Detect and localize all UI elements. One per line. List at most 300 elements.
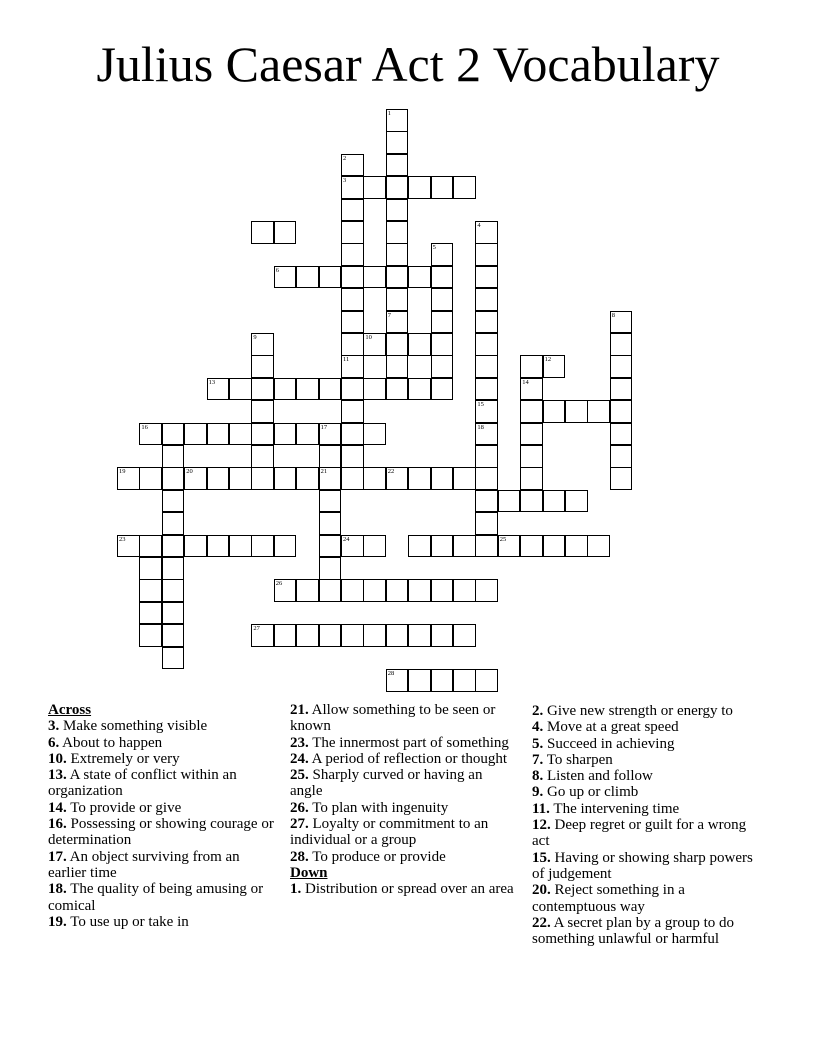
grid-cell[interactable] — [386, 355, 409, 378]
clue-number: 20. — [532, 882, 551, 899]
clue-text: To use up or take in — [66, 913, 189, 930]
grid-cell[interactable] — [408, 579, 431, 602]
grid-cell[interactable] — [610, 445, 633, 468]
clue-number: 28 — [387, 670, 395, 677]
grid-cell[interactable] — [251, 624, 274, 647]
grid-cell[interactable] — [229, 378, 252, 401]
clue-number: 3 — [343, 177, 347, 185]
grid-cell[interactable] — [251, 445, 274, 468]
clue-number: 19. — [48, 913, 67, 930]
grid-cell[interactable] — [139, 579, 162, 602]
clue-number: 25 — [499, 535, 507, 543]
grid-cell[interactable] — [341, 243, 364, 266]
grid-cell[interactable] — [453, 535, 476, 558]
clue — [290, 800, 518, 816]
grid-cell[interactable] — [139, 602, 162, 625]
clue-number: 16 — [141, 423, 148, 431]
grid-cell[interactable] — [162, 602, 185, 625]
clue — [290, 702, 518, 735]
clue — [532, 752, 760, 768]
clue-number: 2. — [532, 703, 544, 719]
clue-number: 5 — [432, 244, 436, 252]
grid-cell[interactable] — [453, 467, 476, 490]
grid-cell[interactable] — [431, 378, 454, 401]
grid-cell[interactable] — [139, 557, 162, 580]
grid-cell[interactable] — [274, 266, 297, 289]
grid-cell[interactable] — [319, 512, 342, 535]
grid-cell[interactable] — [431, 579, 454, 602]
grid-cell[interactable] — [431, 624, 454, 647]
grid-cell[interactable] — [363, 176, 386, 199]
grid-cell[interactable] — [274, 423, 297, 446]
clue-number: 9 — [253, 334, 257, 341]
clue-number: 23 — [119, 535, 126, 543]
clue-number: 8. — [532, 768, 544, 785]
grid-cell[interactable] — [408, 378, 431, 401]
grid-cell[interactable] — [363, 423, 386, 446]
grid-cell[interactable] — [587, 400, 610, 423]
grid-cell[interactable] — [319, 490, 342, 513]
clue — [48, 767, 276, 800]
clues-column-2 — [290, 702, 518, 898]
grid-cell[interactable] — [386, 579, 409, 602]
grid-cell[interactable] — [386, 624, 409, 647]
grid-cell[interactable] — [475, 467, 498, 490]
grid-cell[interactable] — [408, 467, 431, 490]
clue-text: Succeed in achieving — [543, 735, 675, 752]
grid-cell[interactable] — [610, 423, 633, 446]
grid-cell[interactable] — [207, 423, 230, 446]
clue-text: Having or showing sharp powers of judgement — [532, 849, 753, 882]
grid-cell[interactable] — [475, 243, 498, 266]
grid-cell[interactable] — [341, 176, 364, 199]
grid-cell[interactable] — [408, 333, 431, 356]
clue — [48, 800, 276, 816]
grid-cell[interactable] — [610, 467, 633, 490]
clue — [48, 881, 276, 914]
clue-number: 13 — [208, 378, 216, 386]
grid-cell[interactable] — [431, 333, 454, 356]
clue-text: To plan with ingenuity — [308, 799, 449, 816]
grid-cell[interactable] — [475, 445, 498, 468]
grid-cell[interactable] — [274, 579, 297, 602]
grid-cell[interactable] — [162, 647, 185, 670]
clue-text: A period of reflection or thought — [308, 750, 508, 767]
grid-cell[interactable] — [251, 400, 274, 423]
grid-cell[interactable] — [587, 535, 610, 558]
clue-number: 16. — [48, 816, 67, 833]
grid-cell[interactable] — [610, 378, 633, 401]
grid-cell[interactable] — [207, 467, 230, 490]
grid-cell[interactable] — [520, 490, 543, 513]
grid-cell[interactable] — [386, 288, 409, 311]
clue-text: A secret plan by a group to do something unlawful or harmful — [532, 914, 735, 948]
clue-text: Make something visible — [59, 718, 208, 735]
grid-cell[interactable] — [296, 579, 319, 602]
grid-cell[interactable] — [543, 400, 566, 423]
grid-cell[interactable] — [520, 400, 543, 423]
clue-number: 15 — [477, 401, 484, 409]
grid-cell[interactable] — [431, 288, 454, 311]
clue-number: 12. — [532, 817, 551, 834]
clue-number: 26. — [290, 799, 309, 816]
grid-cell[interactable] — [610, 333, 633, 356]
grid-cell[interactable] — [162, 512, 185, 535]
clue — [48, 718, 276, 734]
grid-cell[interactable] — [475, 221, 498, 244]
grid-cell[interactable] — [341, 467, 364, 490]
grid-cell[interactable] — [565, 400, 588, 423]
clue-number: 21. — [290, 702, 309, 718]
grid-cell[interactable] — [207, 378, 230, 401]
clue — [532, 784, 760, 800]
grid-cell[interactable] — [431, 669, 454, 692]
clue — [290, 767, 518, 800]
clue-number: 26 — [275, 580, 283, 588]
clue-number: 12 — [544, 356, 552, 364]
grid-cell[interactable] — [319, 423, 342, 446]
grid-cell[interactable] — [543, 535, 566, 558]
clue-text: Possessing or showing courage or determination — [48, 816, 274, 849]
grid-cell[interactable] — [296, 423, 319, 446]
grid-cell[interactable] — [363, 266, 386, 289]
clue-number: 14 — [522, 378, 529, 386]
grid-cell[interactable] — [162, 467, 185, 490]
grid-cell[interactable] — [363, 467, 386, 490]
clue — [532, 915, 760, 948]
clue-number: 10. — [48, 750, 67, 767]
grid-cell[interactable] — [341, 333, 364, 356]
grid-cell[interactable] — [184, 467, 207, 490]
grid-cell[interactable] — [117, 467, 140, 490]
grid-cell[interactable] — [386, 109, 409, 132]
grid-cell[interactable] — [520, 355, 543, 378]
clue-number: 10 — [365, 334, 372, 341]
grid-cell[interactable] — [207, 535, 230, 558]
grid-cell[interactable] — [341, 311, 364, 334]
grid-cell[interactable] — [431, 311, 454, 334]
grid-cell[interactable] — [319, 378, 342, 401]
down-clue-list — [290, 881, 518, 897]
grid-cell[interactable] — [274, 624, 297, 647]
clue — [290, 751, 518, 767]
grid-cell[interactable] — [341, 221, 364, 244]
grid-cell[interactable] — [386, 199, 409, 222]
grid-cell[interactable] — [341, 423, 364, 446]
clue-number: 15. — [532, 849, 551, 866]
grid-cell[interactable] — [431, 355, 454, 378]
grid-cell[interactable] — [475, 669, 498, 692]
grid-cell[interactable] — [319, 557, 342, 580]
clue-number: 1 — [387, 110, 392, 117]
grid-cell[interactable] — [341, 266, 364, 289]
grid-cell[interactable] — [475, 400, 498, 423]
clue-number: 17 — [320, 423, 328, 431]
grid-cell[interactable] — [363, 378, 386, 401]
grid-cell[interactable] — [184, 535, 207, 558]
clue-text: Distribution or spread over an area — [301, 881, 514, 898]
clue-number: 7 — [387, 311, 392, 319]
grid-cell[interactable] — [475, 378, 498, 401]
grid-cell[interactable] — [520, 423, 543, 446]
clue — [532, 736, 760, 752]
grid-cell[interactable] — [386, 311, 409, 334]
clue-number: 17. — [48, 848, 67, 865]
across-clue-list — [48, 718, 276, 930]
grid-cell[interactable] — [296, 624, 319, 647]
grid-cell[interactable] — [408, 535, 431, 558]
puzzle-title: Julius Caesar Act 2 Vocabulary — [96, 36, 720, 92]
grid-cell[interactable] — [319, 535, 342, 558]
clue — [532, 882, 760, 915]
clue-text: Listen and follow — [543, 768, 653, 785]
grid-cell[interactable] — [341, 579, 364, 602]
grid-cell[interactable] — [520, 467, 543, 490]
clue-text: Allow something to be seen or known — [290, 702, 496, 735]
clue — [290, 735, 518, 751]
grid-cell[interactable] — [386, 378, 409, 401]
grid-cell[interactable] — [117, 535, 140, 558]
grid-cell[interactable] — [386, 266, 409, 289]
grid-cell[interactable] — [139, 467, 162, 490]
grid-cell[interactable] — [251, 355, 274, 378]
grid-cell[interactable] — [319, 467, 342, 490]
grid-cell[interactable] — [162, 535, 185, 558]
clue-number: 3. — [48, 718, 60, 735]
clue-number: 24 — [343, 535, 350, 543]
grid-cell[interactable] — [386, 467, 409, 490]
clue-text: Reject something in a contemptuous way — [532, 882, 685, 915]
clue-number: 19 — [119, 468, 126, 476]
clue — [532, 768, 760, 784]
grid-cell[interactable] — [341, 355, 364, 378]
grid-cell[interactable] — [341, 199, 364, 222]
grid-cell[interactable] — [296, 266, 319, 289]
clue-number: 11. — [532, 800, 550, 817]
grid-cell[interactable] — [139, 423, 162, 446]
grid-cell[interactable] — [274, 535, 297, 558]
grid-cell[interactable] — [319, 445, 342, 468]
grid-cell[interactable] — [475, 311, 498, 334]
grid-cell[interactable] — [431, 266, 454, 289]
clue-text: The intervening time — [549, 800, 680, 817]
grid-cell[interactable] — [565, 535, 588, 558]
clue-number: 2 — [343, 154, 347, 162]
clue — [532, 719, 760, 735]
grid-cell[interactable] — [475, 490, 498, 513]
clue — [532, 703, 760, 719]
down-heading: Down — [290, 864, 328, 881]
grid-cell[interactable] — [475, 333, 498, 356]
grid-cell[interactable] — [139, 624, 162, 647]
grid-cell[interactable] — [251, 378, 274, 401]
clue-number: 4. — [532, 719, 544, 736]
grid-cell[interactable] — [251, 467, 274, 490]
grid-cell[interactable] — [386, 221, 409, 244]
clue-number: 22. — [532, 914, 551, 931]
clue-number: 1. — [290, 881, 302, 898]
clue-text: Deep regret or guilt for a wrong act — [532, 817, 747, 850]
clue-text: Extremely or very — [66, 750, 180, 767]
grid-cell[interactable] — [296, 378, 319, 401]
grid-cell[interactable] — [341, 400, 364, 423]
grid-cell[interactable] — [475, 288, 498, 311]
clue — [48, 816, 276, 849]
grid-cell[interactable] — [431, 535, 454, 558]
clue — [48, 751, 276, 767]
grid-cell[interactable] — [498, 490, 521, 513]
clue-text: To produce or provide — [308, 848, 446, 865]
clue-text: The quality of being amusing or comical — [48, 881, 264, 914]
grid-cell[interactable] — [453, 624, 476, 647]
clue-number: 20 — [186, 468, 193, 476]
grid-cell[interactable] — [520, 535, 543, 558]
grid-cell[interactable] — [475, 535, 498, 558]
grid-cell[interactable] — [251, 221, 274, 244]
clue-number: 8 — [611, 311, 616, 319]
grid-cell[interactable] — [453, 669, 476, 692]
grid-cell[interactable] — [341, 378, 364, 401]
clue-text: A state of conflict within an organization — [48, 767, 237, 800]
grid-cell[interactable] — [229, 423, 252, 446]
grid-cell[interactable] — [162, 445, 185, 468]
grid-cell[interactable] — [363, 624, 386, 647]
clue — [290, 849, 518, 865]
grid-cell[interactable] — [475, 355, 498, 378]
clues-column-1 — [48, 702, 276, 930]
grid-cell[interactable] — [162, 579, 185, 602]
grid-cell[interactable] — [363, 579, 386, 602]
grid-cell[interactable] — [386, 131, 409, 154]
clue-number: 6 — [275, 266, 280, 274]
grid-cell[interactable] — [520, 445, 543, 468]
clue-number: 9. — [532, 784, 544, 801]
grid-cell[interactable] — [319, 579, 342, 602]
grid-cell[interactable] — [229, 535, 252, 558]
grid-cell[interactable] — [274, 378, 297, 401]
clue-text: About to happen — [59, 734, 163, 751]
grid-cell[interactable] — [475, 512, 498, 535]
clue-number: 14. — [48, 799, 67, 816]
grid-cell[interactable] — [319, 266, 342, 289]
grid-cell[interactable] — [520, 378, 543, 401]
clue-number: 28. — [290, 848, 309, 865]
grid-cell[interactable] — [162, 423, 185, 446]
grid-cell[interactable] — [498, 535, 521, 558]
grid-cell[interactable] — [543, 355, 566, 378]
grid-cell[interactable] — [363, 535, 386, 558]
grid-cell[interactable] — [341, 445, 364, 468]
grid-cell[interactable] — [386, 176, 409, 199]
clue-number: 24. — [290, 750, 309, 767]
clue-number: 23. — [290, 734, 309, 751]
clue-text: Go up or climb — [543, 784, 639, 801]
clue-text: Sharply curved or having an angle — [290, 767, 483, 800]
grid-cell[interactable] — [431, 467, 454, 490]
across-clue-list-continued — [290, 702, 518, 865]
grid-cell[interactable] — [341, 154, 364, 177]
grid-cell[interactable] — [386, 154, 409, 177]
grid-cell[interactable] — [341, 288, 364, 311]
clue-number: 21 — [320, 468, 328, 476]
grid-cell[interactable] — [341, 624, 364, 647]
clue-number: 11 — [343, 356, 350, 364]
grid-cell[interactable] — [386, 243, 409, 266]
clue-text: Move at a great speed — [543, 719, 679, 736]
grid-cell[interactable] — [274, 467, 297, 490]
clue-number: 18 — [477, 423, 484, 431]
clue — [48, 914, 276, 930]
clue-number: 6. — [48, 734, 60, 751]
clue — [290, 881, 518, 897]
grid-cell[interactable] — [139, 535, 162, 558]
clue — [532, 801, 760, 817]
grid-cell[interactable] — [162, 557, 185, 580]
down-clue-list-continued — [532, 703, 760, 947]
grid-cell[interactable] — [610, 311, 633, 334]
clue-number: 18. — [48, 881, 67, 898]
grid-cell[interactable] — [408, 624, 431, 647]
grid-cell[interactable] — [408, 266, 431, 289]
grid-cell[interactable] — [431, 176, 454, 199]
grid-cell[interactable] — [229, 467, 252, 490]
grid-cell[interactable] — [475, 423, 498, 446]
grid-cell[interactable] — [386, 333, 409, 356]
grid-cell[interactable] — [274, 221, 297, 244]
grid-cell[interactable] — [296, 467, 319, 490]
grid-cell[interactable] — [184, 423, 207, 446]
grid-cell[interactable] — [363, 333, 386, 356]
grid-cell[interactable] — [431, 243, 454, 266]
grid-cell[interactable] — [453, 176, 476, 199]
clue-number: 27. — [290, 816, 309, 833]
across-heading: Across — [48, 702, 92, 718]
clue-number: 4 — [477, 222, 481, 229]
grid-cell[interactable] — [319, 624, 342, 647]
clue-text: To provide or give — [66, 799, 182, 816]
grid-cell[interactable] — [475, 266, 498, 289]
grid-cell[interactable] — [162, 624, 185, 647]
clue — [48, 735, 276, 751]
grid-cell[interactable] — [610, 355, 633, 378]
clue-number: 25. — [290, 767, 309, 784]
clues-column-3 — [532, 703, 760, 947]
clue-number: 27 — [253, 625, 260, 633]
clue-text: The innermost part of something — [308, 734, 509, 751]
grid-cell[interactable] — [453, 579, 476, 602]
grid-cell[interactable] — [565, 490, 588, 513]
clue — [290, 816, 518, 849]
grid-cell[interactable] — [475, 579, 498, 602]
clue-number: 7. — [532, 751, 544, 768]
grid-cell[interactable] — [341, 535, 364, 558]
grid-cell[interactable] — [251, 333, 274, 356]
grid-cell[interactable] — [408, 176, 431, 199]
clue-text: Give new strength or energy to — [543, 703, 733, 719]
grid-cell[interactable] — [543, 490, 566, 513]
grid-cell[interactable] — [251, 535, 274, 558]
clue-text: An object surviving from an earlier time — [48, 848, 240, 881]
grid-cell[interactable] — [386, 669, 409, 692]
clue-number: 22 — [387, 468, 395, 476]
clue — [48, 849, 276, 882]
grid-cell[interactable] — [251, 423, 274, 446]
grid-cell[interactable] — [408, 669, 431, 692]
clue — [532, 817, 760, 850]
clue-number: 5. — [532, 735, 544, 752]
grid-cell[interactable] — [610, 400, 633, 423]
grid-cell[interactable] — [162, 490, 185, 513]
